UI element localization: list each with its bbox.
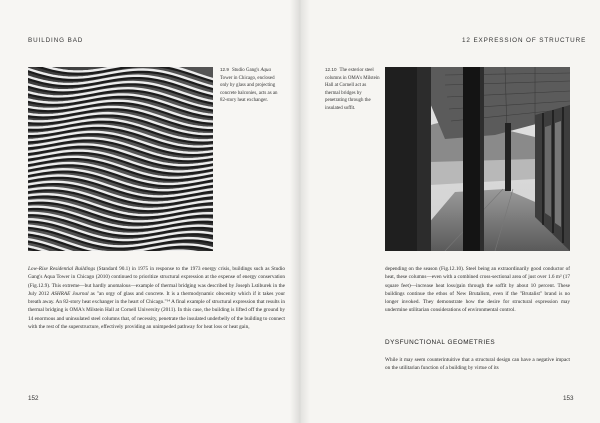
body-text-segment: as "an orgy of glass and concrete. It is a thermodynamic obscenity which if it takes your breath away. An 82-story heat exchanger in the heart of Chicago."¹⁴ A final example of structural expression that results in thermal bridging is OMA's Milstein Hall at Cornell University (2011). In this case, the building is lifted off the ground by 14 enormous and uninsulated steel columns that, of necessity, penetrate the insulated underbelly of the building to connect with the rest of the superstructure, effectively providing an unimpeded pathway for heat loss or heat gain, [28, 290, 285, 331]
figure-number: 12.9 [220, 67, 229, 72]
body-text-segment: (Standard 90.1) in 1975 in response to the 1973 energy crisis, buildings such as Studio Gang's Aqua Tower in Chicago (2010) continued to prioritize structural expression at the expense of energy conservation (Fig.12.9). This extreme—but hardly anomalous—example of thermal bridging was described by Joseph Lstiburek in the July 2012 [28, 266, 285, 297]
figure-caption-12-10 [325, 66, 381, 112]
figure-caption-12-9 [220, 66, 284, 105]
caption-text: Studio Gang's [231, 68, 261, 73]
journal-title: ASHRAE Journal [51, 290, 89, 297]
milstein-hall-photo [385, 67, 570, 251]
section-heading: DYSFUNCTIONAL GEOMETRIES [385, 339, 496, 346]
aqua-tower-illustration [28, 67, 213, 251]
left-page-number: 152 [28, 395, 39, 402]
milstein-hall-illustration [385, 67, 570, 251]
right-body-paragraph-2: While it may seem counterintuitive that a structural design can have a negative impact on the utilitarian function of a building by virtue of its [385, 357, 570, 372]
right-running-head: 12 EXPRESSION OF STRUCTURE [462, 37, 587, 44]
caption-text: The exterior steel columns in OMA's Milstein Hall at Cornell act as thermal bridges by penetrating through the insulated soffit. [325, 68, 380, 111]
caption-text-cont: Tower in Chicago, enclosed only by glass and projecting concrete balconies, acts as an 82-story heat exchanger. [220, 75, 278, 103]
left-running-head: BUILDING BAD [28, 37, 84, 44]
right-page-number: 153 [563, 395, 574, 402]
left-body-paragraph [28, 265, 285, 331]
right-body-paragraph: depending on the season (Fig.12.10). Steel being an extraordinarily good conductor of heat, these columns—even with a combined cross-sectional area of just over 1.6 m² (17 square feet)—increase heat loss/gain through the soffit by about 10 percent. These buildings continue the ethos of New Brutalism, even if the "Brutalist" brand is no longer invoked. They demonstrate how the desire for structural expression may undermine utilitarian considerations of environmental control. [385, 266, 570, 314]
figure-number: 12.10 [325, 67, 337, 72]
aqua-tower-photo [28, 67, 213, 251]
caption-italic: Aqua [260, 68, 271, 73]
lead-italic: Low-Rise Residential Buildings [28, 266, 96, 272]
